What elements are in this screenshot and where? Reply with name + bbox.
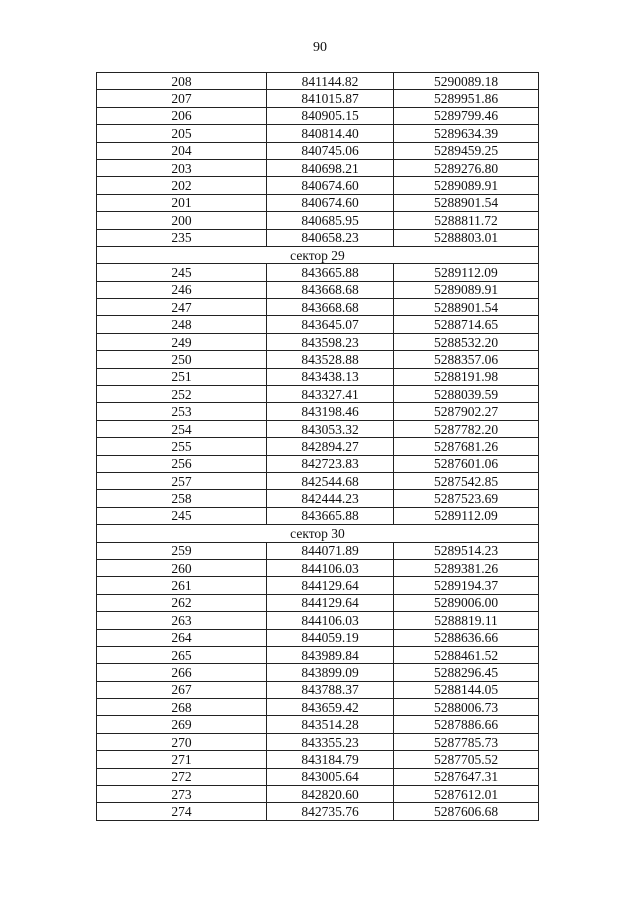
x-coordinate-cell: 840658.23 (267, 229, 394, 246)
table-row (97, 142, 539, 159)
y-coordinate-cell: 5287612.01 (394, 786, 539, 803)
table-row (97, 177, 539, 194)
x-coordinate-cell: 840905.15 (267, 107, 394, 124)
x-coordinate-cell: 840674.60 (267, 194, 394, 211)
point-number-cell: 245 (97, 264, 267, 281)
point-number-cell: 207 (97, 90, 267, 107)
table-row (97, 472, 539, 489)
y-coordinate-cell: 5287785.73 (394, 733, 539, 750)
x-coordinate-cell: 844129.64 (267, 577, 394, 594)
table-row (97, 612, 539, 629)
y-coordinate-cell: 5288819.11 (394, 612, 539, 629)
table-row (97, 768, 539, 785)
x-coordinate-cell: 843053.32 (267, 420, 394, 437)
x-coordinate-cell: 844129.64 (267, 594, 394, 611)
y-coordinate-cell: 5287606.68 (394, 803, 539, 820)
x-coordinate-cell: 842894.27 (267, 438, 394, 455)
y-coordinate-cell: 5288296.45 (394, 664, 539, 681)
x-coordinate-cell: 843989.84 (267, 646, 394, 663)
point-number-cell: 205 (97, 125, 267, 142)
x-coordinate-cell: 842820.60 (267, 786, 394, 803)
y-coordinate-cell: 5289634.39 (394, 125, 539, 142)
y-coordinate-cell: 5287542.85 (394, 472, 539, 489)
point-number-cell: 273 (97, 786, 267, 803)
table-row (97, 159, 539, 176)
table-row (97, 594, 539, 611)
x-coordinate-cell: 843005.64 (267, 768, 394, 785)
table-row (97, 403, 539, 420)
table-row (97, 803, 539, 820)
x-coordinate-cell: 843899.09 (267, 664, 394, 681)
x-coordinate-cell: 843528.88 (267, 351, 394, 368)
x-coordinate-cell: 843665.88 (267, 264, 394, 281)
x-coordinate-cell: 843514.28 (267, 716, 394, 733)
y-coordinate-cell: 5289459.25 (394, 142, 539, 159)
sector-label: сектор 29 (97, 246, 539, 263)
point-number-cell: 206 (97, 107, 267, 124)
table-row (97, 299, 539, 316)
y-coordinate-cell: 5287902.27 (394, 403, 539, 420)
table-row (97, 90, 539, 107)
table-row (97, 664, 539, 681)
point-number-cell: 260 (97, 559, 267, 576)
point-number-cell: 254 (97, 420, 267, 437)
table-row (97, 646, 539, 663)
table-row (97, 438, 539, 455)
table-row (97, 194, 539, 211)
table-row (97, 542, 539, 559)
table-row (97, 107, 539, 124)
point-number-cell: 257 (97, 472, 267, 489)
table-row (97, 420, 539, 437)
x-coordinate-cell: 842544.68 (267, 472, 394, 489)
x-coordinate-cell: 841144.82 (267, 73, 394, 90)
point-number-cell: 249 (97, 333, 267, 350)
x-coordinate-cell: 843598.23 (267, 333, 394, 350)
y-coordinate-cell: 5287601.06 (394, 455, 539, 472)
point-number-cell: 252 (97, 386, 267, 403)
point-number-cell: 253 (97, 403, 267, 420)
x-coordinate-cell: 840674.60 (267, 177, 394, 194)
point-number-cell: 255 (97, 438, 267, 455)
point-number-cell: 258 (97, 490, 267, 507)
table-row (97, 786, 539, 803)
y-coordinate-cell: 5289112.09 (394, 507, 539, 524)
y-coordinate-cell: 5290089.18 (394, 73, 539, 90)
y-coordinate-cell: 5289276.80 (394, 159, 539, 176)
x-coordinate-cell: 842735.76 (267, 803, 394, 820)
point-number-cell: 251 (97, 368, 267, 385)
x-coordinate-cell: 843668.68 (267, 281, 394, 298)
point-number-cell: 263 (97, 612, 267, 629)
table-row (97, 681, 539, 698)
sector-label: сектор 30 (97, 525, 539, 542)
point-number-cell: 274 (97, 803, 267, 820)
y-coordinate-cell: 5288636.66 (394, 629, 539, 646)
x-coordinate-cell: 840745.06 (267, 142, 394, 159)
point-number-cell: 268 (97, 699, 267, 716)
y-coordinate-cell: 5287782.20 (394, 420, 539, 437)
table-row (97, 368, 539, 385)
point-number-cell: 250 (97, 351, 267, 368)
x-coordinate-cell: 844071.89 (267, 542, 394, 559)
point-number-cell: 247 (97, 299, 267, 316)
y-coordinate-cell: 5288803.01 (394, 229, 539, 246)
sector-header-row (97, 525, 539, 542)
point-number-cell: 261 (97, 577, 267, 594)
y-coordinate-cell: 5288901.54 (394, 299, 539, 316)
y-coordinate-cell: 5288532.20 (394, 333, 539, 350)
y-coordinate-cell: 5287705.52 (394, 751, 539, 768)
table-row (97, 333, 539, 350)
point-number-cell: 246 (97, 281, 267, 298)
point-number-cell: 272 (97, 768, 267, 785)
y-coordinate-cell: 5288039.59 (394, 386, 539, 403)
point-number-cell: 235 (97, 229, 267, 246)
table-row (97, 577, 539, 594)
y-coordinate-cell: 5288357.06 (394, 351, 539, 368)
y-coordinate-cell: 5288461.52 (394, 646, 539, 663)
x-coordinate-cell: 840685.95 (267, 212, 394, 229)
page-number: 90 (313, 40, 327, 55)
point-number-cell: 248 (97, 316, 267, 333)
table-row (97, 264, 539, 281)
y-coordinate-cell: 5288714.65 (394, 316, 539, 333)
x-coordinate-cell: 843645.07 (267, 316, 394, 333)
x-coordinate-cell: 841015.87 (267, 90, 394, 107)
table-row (97, 386, 539, 403)
point-number-cell: 202 (97, 177, 267, 194)
point-number-cell: 262 (97, 594, 267, 611)
y-coordinate-cell: 5289112.09 (394, 264, 539, 281)
point-number-cell: 245 (97, 507, 267, 524)
sector-header-row (97, 246, 539, 263)
y-coordinate-cell: 5288191.98 (394, 368, 539, 385)
x-coordinate-cell: 844106.03 (267, 612, 394, 629)
table-row (97, 490, 539, 507)
point-number-cell: 266 (97, 664, 267, 681)
table-row (97, 351, 539, 368)
y-coordinate-cell: 5289089.91 (394, 177, 539, 194)
y-coordinate-cell: 5288006.73 (394, 699, 539, 716)
table-row (97, 73, 539, 90)
point-number-cell: 204 (97, 142, 267, 159)
x-coordinate-cell: 843355.23 (267, 733, 394, 750)
x-coordinate-cell: 843659.42 (267, 699, 394, 716)
table-row (97, 316, 539, 333)
point-number-cell: 271 (97, 751, 267, 768)
y-coordinate-cell: 5287886.66 (394, 716, 539, 733)
x-coordinate-cell: 843788.37 (267, 681, 394, 698)
table-row (97, 281, 539, 298)
x-coordinate-cell: 842444.23 (267, 490, 394, 507)
coordinates-table-body (97, 73, 539, 821)
table-row (97, 229, 539, 246)
x-coordinate-cell: 844106.03 (267, 559, 394, 576)
point-number-cell: 200 (97, 212, 267, 229)
x-coordinate-cell: 843198.46 (267, 403, 394, 420)
table-row (97, 733, 539, 750)
coordinates-table (96, 72, 539, 821)
y-coordinate-cell: 5289194.37 (394, 577, 539, 594)
x-coordinate-cell: 843184.79 (267, 751, 394, 768)
y-coordinate-cell: 5287681.26 (394, 438, 539, 455)
point-number-cell: 201 (97, 194, 267, 211)
table-row (97, 559, 539, 576)
table-row (97, 629, 539, 646)
y-coordinate-cell: 5287523.69 (394, 490, 539, 507)
table-row (97, 125, 539, 142)
point-number-cell: 208 (97, 73, 267, 90)
table-row (97, 455, 539, 472)
x-coordinate-cell: 843327.41 (267, 386, 394, 403)
table-row (97, 212, 539, 229)
y-coordinate-cell: 5289951.86 (394, 90, 539, 107)
y-coordinate-cell: 5289006.00 (394, 594, 539, 611)
y-coordinate-cell: 5288144.05 (394, 681, 539, 698)
x-coordinate-cell: 844059.19 (267, 629, 394, 646)
x-coordinate-cell: 843438.13 (267, 368, 394, 385)
table-row (97, 699, 539, 716)
y-coordinate-cell: 5289381.26 (394, 559, 539, 576)
y-coordinate-cell: 5289089.91 (394, 281, 539, 298)
y-coordinate-cell: 5288901.54 (394, 194, 539, 211)
point-number-cell: 265 (97, 646, 267, 663)
point-number-cell: 269 (97, 716, 267, 733)
y-coordinate-cell: 5288811.72 (394, 212, 539, 229)
x-coordinate-cell: 843665.88 (267, 507, 394, 524)
x-coordinate-cell: 840698.21 (267, 159, 394, 176)
table-row (97, 507, 539, 524)
table-row (97, 751, 539, 768)
x-coordinate-cell: 842723.83 (267, 455, 394, 472)
table-row (97, 716, 539, 733)
point-number-cell: 203 (97, 159, 267, 176)
y-coordinate-cell: 5289514.23 (394, 542, 539, 559)
x-coordinate-cell: 840814.40 (267, 125, 394, 142)
point-number-cell: 270 (97, 733, 267, 750)
point-number-cell: 256 (97, 455, 267, 472)
y-coordinate-cell: 5287647.31 (394, 768, 539, 785)
point-number-cell: 264 (97, 629, 267, 646)
x-coordinate-cell: 843668.68 (267, 299, 394, 316)
y-coordinate-cell: 5289799.46 (394, 107, 539, 124)
point-number-cell: 259 (97, 542, 267, 559)
point-number-cell: 267 (97, 681, 267, 698)
